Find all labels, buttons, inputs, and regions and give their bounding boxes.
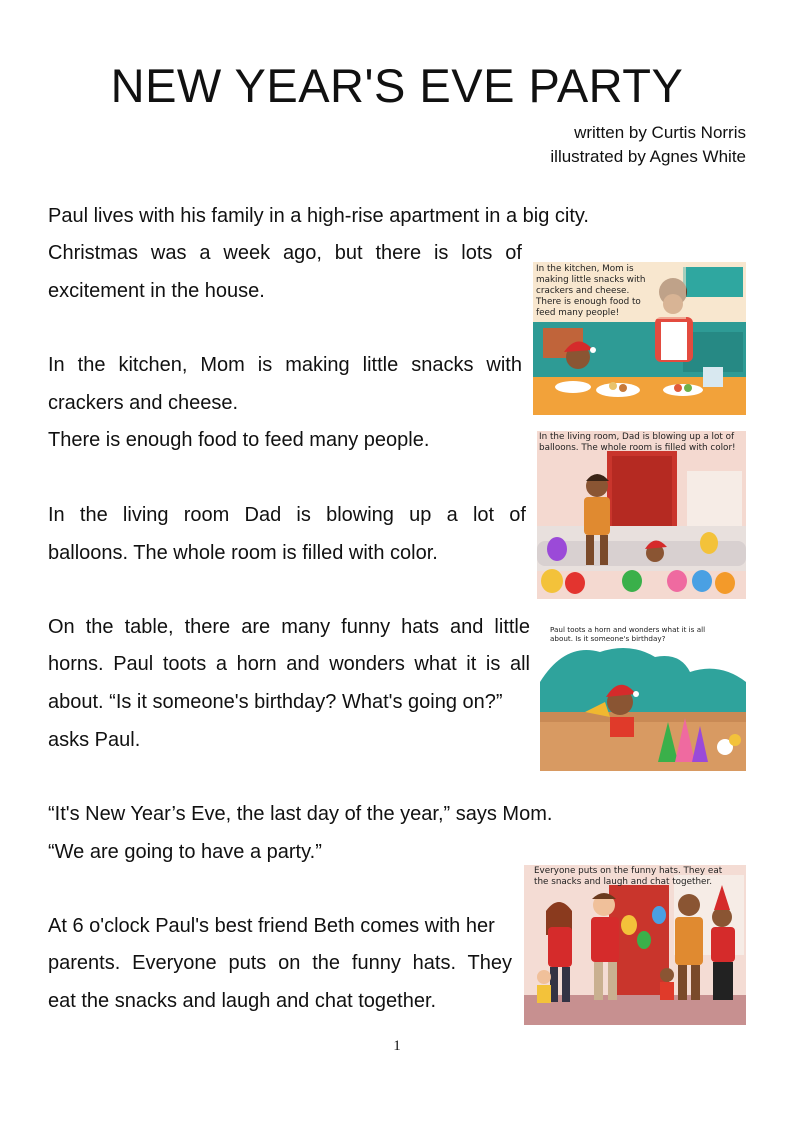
story-line: At 6 o'clock Paul's best friend Beth comes with her	[48, 915, 495, 937]
story-line: crackers and cheese.	[48, 392, 239, 414]
caption-line: Paul toots a horn and wonders what it is all	[550, 625, 706, 634]
caption-line: In the living room, Dad is blowing up a lot of	[539, 432, 735, 442]
story-line: On the table, there are many funny hats and little	[48, 616, 530, 638]
caption-line: about. Is it someone's birthday?	[550, 634, 666, 643]
story-line: In the living room Dad is blowing up a lot of	[48, 504, 526, 526]
story-line: Paul lives with his family in a high-rise apartment in a big city.	[48, 205, 589, 227]
story-line: eat the snacks and laugh and chat together.	[48, 990, 437, 1012]
caption-line: There is enough food to	[536, 297, 641, 307]
caption-line: feed many people!	[536, 308, 620, 318]
author-credit: written by Curtis Norris	[574, 123, 746, 142]
caption-line: Everyone puts on the funny hats. They eat	[534, 866, 723, 876]
kitchen-illustration	[533, 262, 746, 415]
caption-line: making little snacks with	[536, 275, 646, 285]
story-line: parents. Everyone puts on the funny hats. They	[48, 952, 512, 974]
story-line: There is enough food to feed many people.	[48, 429, 430, 451]
story-line: asks Paul.	[48, 729, 141, 751]
party-illustration	[524, 865, 746, 1025]
caption-line: crackers and cheese.	[536, 286, 630, 296]
story-line: “We are going to have a party.”	[48, 841, 322, 863]
page-title: NEW YEAR'S EVE PARTY	[110, 59, 684, 112]
page-number: 1	[393, 1038, 401, 1054]
caption-line: balloons. The whole room is filled with color!	[539, 443, 736, 453]
caption-line: the snacks and laugh and chat together.	[534, 877, 713, 887]
illustrator-credit: illustrated by Agnes White	[550, 147, 746, 166]
story-line: excitement in the house.	[48, 280, 265, 302]
story-line: balloons. The whole room is filled with color.	[48, 542, 438, 564]
story-line: “It's New Year’s Eve, the last day of the year,” says Mom.	[48, 803, 553, 825]
story-line: In the kitchen, Mom is making little snacks with	[48, 354, 522, 376]
living-room-illustration	[537, 431, 746, 599]
story-line: horns. Paul toots a horn and wonders what it is all	[48, 653, 530, 675]
caption-line: In the kitchen, Mom is	[536, 264, 634, 274]
story-line: about. “Is it someone's birthday? What's going on?”	[48, 691, 503, 713]
story-line: Christmas was a week ago, but there is lots of	[48, 242, 522, 264]
horn-illustration	[540, 622, 746, 771]
